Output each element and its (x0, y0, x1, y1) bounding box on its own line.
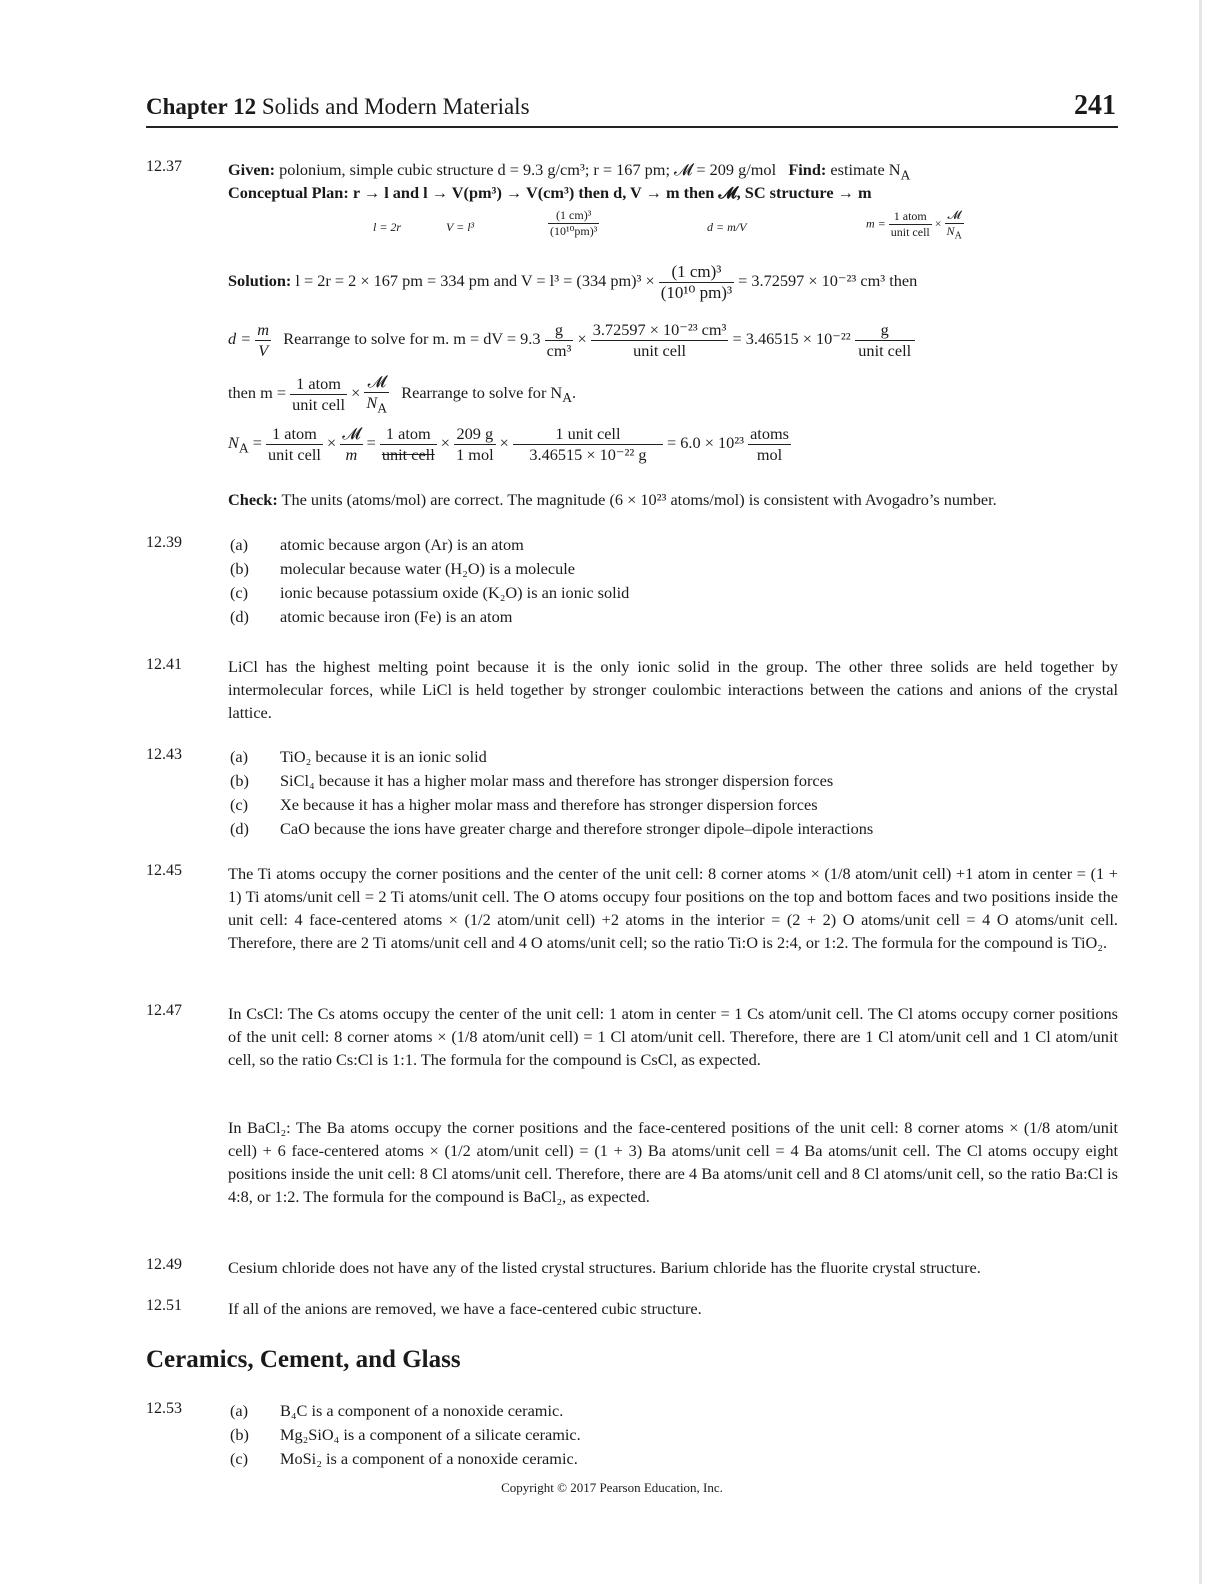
rel-m-den2: N (946, 224, 955, 238)
item-text: ionic because potassium oxide (K₂O) is an ionic solid (280, 583, 630, 602)
paragraph: LiCl has the highest melting point because it is the only ionic solid in the group. The other three solids are held together by intermolecular forces, while LiCl is held together by stronger coulombic interactions between the cations and anions of the crystal lattice. (228, 657, 1118, 722)
solution-frac-den: (10¹⁰ pm)³ (660, 283, 733, 302)
item-label: (c) (230, 795, 249, 814)
avogadro-line: $N_A$ = $\frac{\text{1 atom}}{\text{unit cell}}$ × $\frac{\text{𝓜}}{m}$ = $\frac{\text{1 atom}}{\text{unit cell}}$ × $\frac{209 g}{\text{1 mol}}$ × $\frac{\text{1 unit cell}}{\text{3.46515 × 10⁻²² g}}$ = 6.0 × 10²³ $\frac{\text{atoms}}{\text{mol}}$ (228, 424, 789, 464)
then-num2: 𝓜 (364, 372, 389, 393)
rel-conv-num: (1 cm)³ (548, 208, 599, 224)
plan-text: r → l and l → V(pm³) → V(cm³) then d, V → m then 𝓜, SC structure → m (352, 183, 872, 202)
paragraph: Cesium chloride does not have any of the listed crystal structures. Barium chloride has the fluorite crystal structure. (228, 1258, 981, 1277)
item-text: atomic because argon (Ar) is an atom (280, 535, 524, 554)
problem-number: 12.43 (146, 746, 182, 763)
item-text: molecular because water (H₂O) is a molecule (280, 559, 575, 578)
then-den1: unit cell (292, 394, 346, 414)
item-label: (d) (230, 819, 249, 838)
problem-number: 12.45 (146, 862, 182, 879)
item-label: (a) (230, 535, 249, 554)
then-rearrange: Rearrange to solve for N (401, 382, 563, 402)
running-head (146, 94, 530, 120)
rel-m-num2: 𝓜 (945, 208, 964, 224)
na-result: = 6.0 × 10²³ (667, 433, 744, 453)
density-unit-num: g (545, 320, 574, 341)
na-lhs: N (228, 433, 239, 453)
find-text: estimate N (830, 160, 901, 179)
item-label: (a) (230, 747, 249, 766)
na-unit-den: mol (756, 445, 783, 464)
rel-conv-den: (10¹⁰pm)³ (550, 224, 598, 238)
plan-label: Conceptual Plan: (228, 183, 349, 202)
na-lhs-sub: A (238, 440, 249, 456)
problem-number: 12.39 (146, 534, 182, 551)
solution-frac-num: (1 cm)³ (659, 262, 734, 283)
density-line: d = $\frac{m}{V}$ Rearrange to solve for m. m = dV = 9.3 $\frac{g}{\text{cm³}}$ × $\frac{\text{3.72597 × 10⁻²³ cm³}}{\text{unit cell}}$ = 3.46515 × 10⁻²² $\frac{g}{\text{unit cell}}$ (228, 320, 915, 361)
rel-m-den2-sub: A (954, 230, 962, 242)
rel-l: l = 2r (373, 220, 402, 234)
item-label: (c) (230, 1449, 249, 1468)
then-line: then m = $\frac{\text{1 atom}}{\text{unit cell}}$ × $\frac{\text{𝓜}}{N_A}$ Rearrange to solve for $N_A$. (228, 372, 577, 416)
density-lhs: d = (228, 329, 252, 349)
solution-result: = 3.72597 × 10⁻²³ cm³ then (738, 271, 918, 291)
density-num: m (257, 320, 270, 339)
na-f3-num: 1 atom (380, 424, 437, 445)
rel-m-den1: unit cell (890, 225, 930, 240)
density-unit-den: cm³ (546, 341, 572, 360)
na-f5-num: 1 unit cell (513, 424, 663, 445)
rel-v: V = l³ (446, 220, 475, 234)
check-label: Check: (228, 490, 278, 509)
rel-m: m = $\frac{\text{1 atom}}{\text{unit cell}}$ × $\frac{\text{𝓜}}{N_A}$ (866, 208, 962, 242)
problem-number: 12.41 (146, 656, 182, 673)
paragraph: In CsCl: The Cs atoms occupy the center of the unit cell: 1 atom in center = 1 Cs atom/unit cell. The Cl atoms occupy corner positions of the unit cell: 8 corner atoms × (1/8 atom/unit cell) = 1 Cl atom/unit cell. Therefore, there are 1 Cl atom/unit cell and 1 Cl atom/unit cell, so the ratio Cs:Cl is 1:1. The formula for the compound is CsCl, as expected. (228, 1004, 1118, 1069)
item-label: (d) (230, 607, 249, 626)
problem-number: 12.37 (146, 158, 182, 175)
section-heading: Ceramics, Cement, and Glass (146, 1346, 461, 1373)
density-text: Rearrange to solve for m. m = dV = 9.3 (283, 329, 541, 349)
na-f3-den: unit cell (381, 445, 435, 464)
page-header (146, 92, 1118, 128)
item-label: (b) (230, 559, 249, 578)
na-f2-num: 𝓜 (342, 424, 361, 443)
na-f1-den: unit cell (268, 445, 321, 464)
paragraph: If all of the anions are removed, we have a face-centered cubic structure. (228, 1299, 702, 1318)
item-text: SiCl₄ because it has a higher molar mass and therefore has stronger dispersion forces (280, 771, 834, 790)
find-label: Find: (788, 160, 827, 179)
volume-num: 3.72597 × 10⁻²³ cm³ (592, 320, 727, 339)
item-label: (c) (230, 583, 249, 602)
check-line (228, 488, 1128, 511)
mass-unit-num: g (855, 320, 915, 341)
item-label: (b) (230, 771, 249, 790)
paragraph: In BaCl₂: The Ba atoms occupy the corner positions and the face-centered positions of the unit cell: 8 corner atoms × (1/8 atom/unit cell) + 6 face-centered atoms × (1/2 atom/unit cell) = (1 + 3) Ba atoms/unit cell = 4 Ba atoms/unit cell. The Cl atoms occupy eight positions inside the unit cell: 8 Cl atoms/unit cell. Therefore, there are 4 Ba atoms/unit cell and 8 Cl atoms/unit cell, so the ratio Ba:Cl is 4:8, or 1:2. The formula for the compound is BaCl₂, as expected. (228, 1118, 1118, 1206)
chapter-label: Chapter 12 (146, 94, 257, 119)
conceptual-plan (228, 181, 1128, 204)
rel-m-lhs: m = (866, 216, 886, 231)
rel-conv (548, 208, 599, 239)
item-text: Xe because it has a higher molar mass and therefore has stronger dispersion forces (280, 795, 818, 814)
rel-d: d = m/V (707, 220, 747, 234)
item-text: MoSi₂ is a component of a nonoxide ceramic. (280, 1449, 578, 1468)
rel-m-num1: 1 atom (889, 209, 932, 225)
page-number: 241 (1074, 90, 1116, 121)
problem-number: 12.51 (146, 1297, 182, 1314)
na-f4-num: 209 g (454, 424, 496, 445)
na-f5-den: 3.46515 × 10⁻²² g (529, 445, 647, 464)
solution-label: Solution: (228, 271, 292, 291)
problem-number: 12.49 (146, 1256, 182, 1273)
then-den2: N (366, 393, 378, 412)
then-rearrange-sub: A (562, 390, 573, 406)
then-num1: 1 atom (290, 374, 347, 395)
item-label: (b) (230, 1425, 249, 1444)
mass-result: = 3.46515 × 10⁻²² (732, 329, 851, 349)
chapter-title: Solids and Modern Materials (261, 94, 530, 119)
na-f2-den: m (345, 445, 358, 464)
item-text: CaO because the ions have greater charge and therefore stronger dipole–dipole interactions (280, 819, 874, 838)
problem-number: 12.53 (146, 1400, 182, 1417)
given-text: polonium, simple cubic structure d = 9.3 g/cm³; r = 167 pm; 𝓜 = 209 g/mol (279, 160, 777, 179)
na-f1-num: 1 atom (266, 424, 323, 445)
item-label: (a) (230, 1401, 249, 1420)
given-label: Given: (228, 160, 276, 179)
na-unit-num: atoms (750, 424, 789, 443)
volume-den: unit cell (633, 341, 687, 360)
paragraph: The Ti atoms occupy the corner positions and the center of the unit cell: 8 corner atoms × (1/8 atom/unit cell) +1 atom in center = (1 + 1) Ti atoms/unit cell = 2 Ti atoms/unit cell. The O atoms occupy four positions on the top and bottom faces and two positions inside the unit cell: 4 face-centered atoms × (1/2 atom/unit cell) +2 atoms in the interior = (2 + 2) O atoms/unit cell = 4 O atoms/unit cell. Therefore, there are 2 Ti atoms/unit cell and 4 O atoms/unit cell; so the ratio Ti:O is 2:4, or 1:2. The formula for the compound is TiO₂. (228, 864, 1118, 952)
then-text: then m = (228, 382, 287, 402)
solution-text: l = 2r = 2 × 167 pm = 334 pm and V = l³ = (334 pm)³ × (295, 271, 655, 291)
mass-unit-den: unit cell (858, 341, 912, 360)
density-den: V (258, 341, 269, 360)
then-den2-sub: A (377, 400, 388, 416)
solution-line (228, 262, 917, 303)
page-edge-shadow (1199, 0, 1202, 1584)
item-text: Mg₂SiO₄ is a component of a silicate ceramic. (280, 1425, 581, 1444)
item-text: TiO₂ because it is an ionic solid (280, 747, 487, 766)
item-text: B₄C is a component of a nonoxide ceramic. (280, 1401, 564, 1420)
find-sub: A (900, 167, 911, 183)
check-text: The units (atoms/mol) are correct. The magnitude (6 × 10²³ atoms/mol) is consistent with Avogadro’s number. (281, 490, 997, 509)
problem-number: 12.47 (146, 1002, 182, 1019)
copyright-footer: Copyright © 2017 Pearson Education, Inc. (501, 1480, 723, 1495)
item-text: atomic because iron (Fe) is an atom (280, 607, 513, 626)
na-f4-den: 1 mol (456, 445, 494, 464)
